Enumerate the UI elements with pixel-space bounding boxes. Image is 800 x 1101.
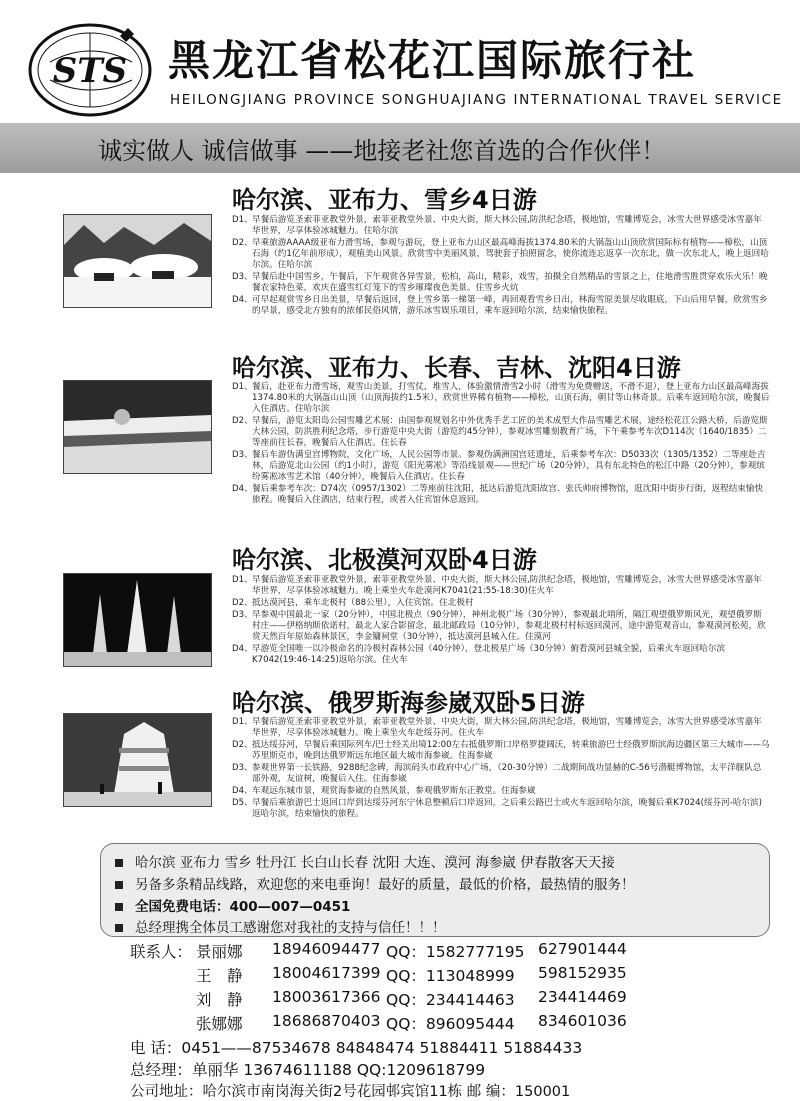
contact-qq2: 234414469 <box>538 988 627 1006</box>
itinerary-day: D1、 早餐后游览圣索菲亚教堂外景，索菲亚教堂外景、中央大街，斯大林公园,防洪纪念塔，极地馆，雪雕博览会，冰雪大世界感受冰雪嘉年华世界，尽享体验冰城魅力。晚上乘坐火车赴漠河K7041(21:55-18:30)住火车 <box>232 575 762 596</box>
tour-2-itinerary <box>232 382 770 507</box>
snow-lake-photo <box>63 380 212 474</box>
itinerary-day: D3、 参观世界第一长铁路，9288纪念碑，海滨码头市政府中心广场，（20-30分钟）二战期间战功显赫的C-56号潜艇博物馆，太平洋舰队总部外观，友谊树，晚餐后入住。住海参崴 <box>232 763 762 784</box>
slogan: 诚实做人 诚信做事 ——地接老社您首选的合作伙伴！ <box>98 137 666 165</box>
itinerary-day: D4、 可早起观赏雪乡日出美景，早餐后返回，登上雪乡第一梯第一峰，再回观看雪乡日出，林海雪原美景尽收眼底，下山后用早餐，欣赏雪乡的早景，感受北方独有的浓郁民俗风情，游乐冰雪娱乐项目，乘车返回哈尔滨，结束愉快旅程。 <box>232 295 768 316</box>
itinerary-day: D1、 早餐后游览圣索菲亚教堂外景，索菲亚教堂外景、中央大街，斯大林公园,防洪纪念塔，极地馆，雪雕博览会，冰雪大世界感受冰雪嘉年华世界，尽享体验冰城魅力。晚上乘坐火车赴绥芬河。住火车 <box>232 717 762 738</box>
contact-name: 景丽娜 <box>196 943 243 961</box>
contact-phone: 18946094477 <box>272 940 381 958</box>
itinerary-day: D4、 车观远东城市景，观赏海参崴的自然风景，参观俄罗斯东正教堂。住海参崴 <box>232 786 536 796</box>
contact-qq2: 834601036 <box>538 1012 627 1030</box>
phone-line: 电 话：0451——87534678 84848474 51884411 51884433 <box>130 1039 583 1057</box>
tour-title: 哈尔滨、亚布力、长春、吉林、沈阳4日游 <box>232 354 681 382</box>
itinerary-day: D4、 餐后乘参考车次：D74次（0957/1302）二等座前往沈阳，抵达后游览沈阳故宫、张氏帅府博物馆，逛沈阳中街步行街，返程结束愉快旅程。晚餐后入住酒店，结束行程，或者入住宾馆休息返回。 <box>232 484 764 505</box>
company-name-cn: 黑龙江省松花江国际旅行社 <box>168 36 697 85</box>
info-line: 另备多条精品线路，欢迎您的来电垂询！最好的质量，最低的价格，最热情的服务！ <box>115 873 635 893</box>
contact-qq2: 627901444 <box>538 940 627 958</box>
bullet-icon <box>115 859 123 867</box>
tour-4-itinerary <box>232 717 770 821</box>
bullet-icon <box>115 881 123 889</box>
itinerary-day: D2、 抵达绥芬河，早餐后乘国际列车/巴士经关出境12:00左右抵俄罗斯口岸格罗捷阔沃，转乘旅游巴士经俄罗斯滨海边疆区第三大城市——乌苏里斯克市，晚到达俄罗斯远东地区最大城市海参崴。住海参崴 <box>232 740 770 761</box>
contact-qq: QQ：234414463 <box>386 991 515 1009</box>
itinerary-day: D5、 早餐后乘旅游巴士返回口岸到达绥芬河东宁休息整顿后口岸返回，之后乘公路巴士或火车返回哈尔滨，晚餐后乘K7024(绥芬河-哈尔滨)返哈尔滨，结束愉快的旅程。 <box>232 798 762 819</box>
itinerary-day: D1、 早餐后游览圣索菲亚教堂外景，索菲亚教堂外景、中央大街，斯大林公园,防洪纪念塔，极地馆，雪雕博览会，冰雪大世界感受冰雪嘉年华世界，尽享体验冰城魅力。住哈尔滨 <box>232 215 762 236</box>
company-name-en: HEILONGJIANG PROVINCE SONGHUAJIANG INTERNATIONAL TRAVEL SERVICE <box>170 92 783 108</box>
tour-title: 哈尔滨、北极漠河双卧4日游 <box>232 546 537 574</box>
itinerary-day: D1、 餐后，赴亚布力滑雪场，观雪山美景，打雪仗，堆雪人，体验激情滑雪2小时（滑雪为免费赠送，不滑不退），登上亚布力山区最高峰海拔1374.80米的大锅盔山山顶（山顶海拔约1.5米），欣赏世界稀有植物——樟松，山顶石海，朝甘等山林奇景。后乘车返回哈尔滨，晚餐后入住酒店。住哈尔滨 <box>232 382 770 414</box>
info-line: 总经理携全体员工感谢您对我社的支持与信任！！！ <box>115 916 446 936</box>
contact-name: 刘 静 <box>196 991 243 1009</box>
itinerary-day: D4、 早游览全国唯一以冷极命名的冷极村森林公园（40分钟），登北极星广场（30分钟）俯看漠河县城全貌，后乘火车返回哈尔滨K7042(19:46-14:25)返哈尔滨。住火车 <box>232 644 726 665</box>
contact-name: 王 静 <box>196 967 243 985</box>
contact-qq: QQ：113048999 <box>386 967 515 985</box>
snow-village-photo <box>63 214 212 308</box>
header <box>0 0 800 118</box>
tour-title: 哈尔滨、亚布力、雪乡4日游 <box>232 186 537 214</box>
ice-lantern-photo <box>63 573 212 667</box>
bullet-icon <box>115 903 123 911</box>
contact-phone: 18686870403 <box>272 1012 381 1030</box>
snow-pagoda-photo <box>63 713 212 807</box>
itinerary-day: D2、 早乘旅游AAAA级亚布力滑雪场，参观与游玩，登上亚布力山区最高峰海拔1374.80米的大锅盔山山顶欣赏国际标有植物——樟松，山顶石海（约1亿年前形成），观植美山风景。欣赏雪中美丽风景，驾驶套子拍照留念，使你流连忘返享一次东北，做一次东北人，晚上返回哈尔滨。住哈尔滨 <box>232 238 769 270</box>
itinerary-day: D3、 早餐后赴中国雪乡，午餐后，下午观赏各异雪景，松柏，高山，精彩，戏雪，拍摄全自然精品的雪景之上，住地滑雪胜贯穿欢乐火乐！晚餐农家特色菜，欢庆在盛雪红灯笼下的雪乡璀璨夜色美景。住雪乡火炕 <box>232 272 768 293</box>
contact-qq: QQ：1582777195 <box>386 943 525 961</box>
tour-title: 哈尔滨、俄罗斯海参崴双卧5日游 <box>232 689 585 717</box>
contact-phone: 18003617366 <box>272 988 381 1006</box>
itinerary-day: D3、 早参观中国最北一家（20分钟），中国北极点（90分钟），神州北极广场（30分钟），参观最北哨所，隔江观望俄罗斯风光，观望俄罗斯村庄——伊格纳斯依诺村，最北人家合影留念，最北邮政局（10分钟），参观北极村村标返回漠河，途中游览观音山，参观漠河松苑，欣赏天然百年原始森林景区，李金镛祠堂（30分钟），抵达漠河县城入住。住漠河 <box>232 610 766 642</box>
itinerary-day: D2、 早餐后，游览太阳岛公园雪雕艺术展：由国参观规划名中外优秀手艺工匠的美术成型大作品雪雕艺术展，途经松花江公路大桥，后游览斯大林公园，防洪胜利纪念塔，步行游览中央大街（游览约45分钟），参观冰雪雕刻教育广场，下午乘参考车次D114次（1640/1835）二等座前往长春，晚餐后入住酒店。住长春 <box>232 416 768 448</box>
contact-qq2: 598152935 <box>538 964 627 982</box>
bullet-icon <box>115 924 123 932</box>
sts-logo <box>28 22 153 117</box>
contact-name: 张娜娜 <box>196 1015 243 1033</box>
manager-line: 总经理：单丽华 13674611188 QQ:1209618799 <box>130 1061 486 1079</box>
contacts-label: 联系人： <box>130 943 193 961</box>
info-line: 全国免费电话：400—007—0451 <box>115 895 350 915</box>
contact-qq: QQ：896095444 <box>386 1015 515 1033</box>
contact-phone: 18004617399 <box>272 964 381 982</box>
info-line: 哈尔滨 亚布力 雪乡 牡丹江 长白山长春 沈阳 大连、漠河 海参崴 伊春散客天天接 <box>115 851 615 871</box>
tour-1-itinerary <box>232 215 770 318</box>
address-line: 公司地址：哈尔滨市南岗海关街2号花园邨宾馆11栋 邮 编：150001 <box>130 1084 571 1100</box>
itinerary-day: D2、 抵达漠河县，乘车北极村（88公里），入住宾馆。住北极村 <box>232 598 474 608</box>
itinerary-day: D3、 餐后车游伪满皇宫博物院，文化广场，人民公园等市景。参观伪满洲国宫廷遗址，后乘参考车次：D5033次（1305/1352）二等座赴吉林，后游览北山公园（约1小时），游览《阳光雾凇》等沿线景观——世纪广场（20分钟），具有东北特色的松江中路（20分钟），参观缤纷雾凇冰雪艺术馆（40分钟），晚餐后入住酒店。住长春 <box>232 450 766 482</box>
info-box <box>100 843 770 937</box>
tour-3-itinerary <box>232 575 770 667</box>
svg-text:STS: STS <box>52 51 128 91</box>
